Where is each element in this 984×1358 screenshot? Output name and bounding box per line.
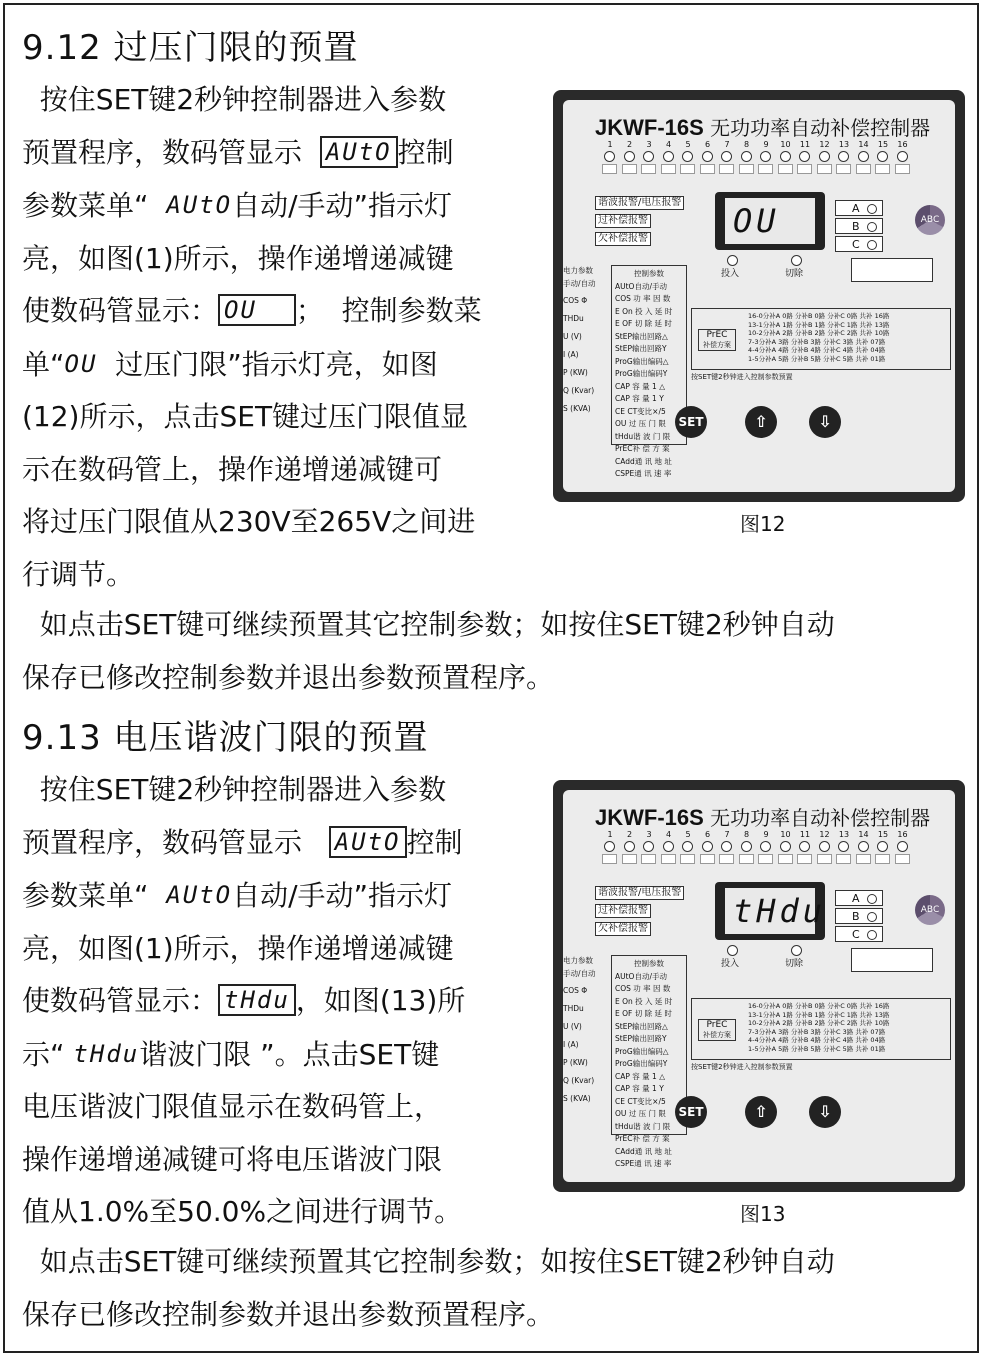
menu-item: COS 功 率 因 数 bbox=[615, 294, 671, 303]
channel-number: 1 bbox=[607, 830, 613, 839]
text-line: ，如图(13)所 bbox=[295, 984, 466, 1017]
channel-number: 3 bbox=[646, 140, 652, 149]
channel-number: 3 bbox=[646, 830, 652, 839]
channel-led bbox=[858, 841, 869, 852]
channel-number: 1 bbox=[607, 140, 613, 149]
alarm-overcompensation: 过补偿报警 bbox=[595, 904, 651, 918]
menu-item: AUtO自动/手动 bbox=[615, 281, 667, 291]
menu-item: CE CT变比×/5 bbox=[615, 1096, 666, 1106]
text-line: 亮，如图(1)所示，操作递增递减键 bbox=[22, 931, 454, 965]
menu-item: StEP输出回路Y bbox=[615, 1034, 667, 1043]
scheme-row: 13-1分补A 1路 分补B 1路 分补C 1路 共补 13路 bbox=[748, 320, 890, 329]
text-line: 操作递增递减键可将电压谐波门限 bbox=[22, 1142, 443, 1176]
menu-title: 控制参数 bbox=[634, 269, 664, 278]
channel-number: 9 bbox=[763, 830, 769, 839]
channel-led bbox=[721, 151, 732, 162]
up-arrow-icon[interactable]: ⇧ bbox=[745, 1096, 777, 1128]
alarm-harmonic-voltage: 谐波报警/电压报警 bbox=[595, 886, 684, 900]
label-strip bbox=[778, 164, 793, 174]
prec-label: PrEC bbox=[706, 330, 728, 340]
prec-box bbox=[698, 329, 736, 351]
text-line: 按住SET键2秒钟控制器进入参数 bbox=[22, 83, 447, 116]
alarm-undercompensation: 欠补偿报警 bbox=[595, 232, 651, 246]
phase-b-indicator bbox=[835, 908, 883, 924]
menu-item: StEP输出回路Y bbox=[615, 344, 667, 353]
menu-item: E On 投 入 延 时 bbox=[615, 306, 673, 316]
channel-led bbox=[799, 841, 810, 852]
channel-led bbox=[604, 151, 615, 162]
channel-number: 2 bbox=[626, 830, 633, 839]
channel-number: 11 bbox=[799, 830, 811, 839]
label-strip bbox=[719, 164, 734, 174]
segment-text: AUtO bbox=[166, 191, 233, 219]
text-line: 控制 bbox=[397, 135, 454, 169]
set-hint: 按SET键2秒钟进入控制参数预置 bbox=[691, 373, 793, 381]
label-strip bbox=[641, 854, 656, 864]
menu-item: E On 投 入 延 时 bbox=[615, 996, 673, 1006]
text-line: 按住SET键2秒钟控制器进入参数 bbox=[22, 773, 447, 806]
channel-number: 10 bbox=[780, 830, 791, 839]
label-strip bbox=[739, 854, 754, 864]
controller-panel-fig12 bbox=[553, 90, 965, 502]
paragraph-9-12 bbox=[22, 74, 482, 601]
phase-label: C bbox=[852, 238, 860, 251]
text-line: 电压谐波门限值显示在数码管上， bbox=[22, 1090, 443, 1123]
menu-item: AUtO自动/手动 bbox=[615, 971, 667, 981]
channel-led bbox=[663, 841, 674, 852]
channel-number: 16 bbox=[897, 140, 908, 149]
channel-number: 9 bbox=[763, 140, 769, 149]
side-label: P (KW) bbox=[563, 368, 588, 377]
side-label: THDu bbox=[563, 314, 584, 323]
channel-number: 10 bbox=[780, 140, 791, 149]
wiring-indicator bbox=[851, 948, 933, 972]
heading-9-12: 9.12 过压门限的预置 bbox=[22, 28, 359, 68]
menu-item: CSPE通 讯 速 率 bbox=[615, 1159, 672, 1168]
text-line: 参数菜单“ bbox=[22, 189, 167, 222]
channel-led bbox=[838, 151, 849, 162]
channel-number: 11 bbox=[799, 140, 811, 149]
alarm-undercompensation: 欠补偿报警 bbox=[595, 922, 651, 936]
text-line: 值从1.0%至50.0%之间进行调节。 bbox=[22, 1195, 463, 1228]
paragraph-9-13-tail bbox=[22, 1236, 835, 1341]
side-label: Q (Kvar) bbox=[563, 1076, 595, 1085]
set-button[interactable]: SET bbox=[675, 1096, 707, 1128]
side-label: I (A) bbox=[563, 350, 579, 359]
menu-item: PrEC补 偿 方 案 bbox=[615, 1134, 670, 1143]
label-strip bbox=[680, 854, 695, 864]
channel-led bbox=[604, 841, 615, 852]
phase-label: B bbox=[852, 220, 860, 233]
segment-text: OU bbox=[64, 349, 98, 378]
phase-a-indicator bbox=[835, 200, 883, 216]
segment-text: tHdu bbox=[73, 1039, 140, 1068]
down-arrow-icon[interactable]: ⇩ bbox=[809, 406, 841, 438]
label-strip bbox=[817, 854, 832, 864]
label-strip bbox=[875, 854, 890, 864]
channel-led bbox=[799, 151, 810, 162]
label-strip bbox=[797, 164, 812, 174]
led-icon bbox=[867, 204, 877, 214]
cut-led bbox=[791, 255, 802, 266]
scheme-row: 1-5分补A 5路 分补B 5路 分补C 5路 共补 01路 bbox=[748, 354, 886, 363]
label-strip bbox=[778, 854, 793, 864]
text-line: 单“ bbox=[22, 347, 65, 381]
text-line: 使数码管显示： bbox=[22, 294, 219, 327]
segment-text: tHdu bbox=[218, 984, 296, 1016]
segment-text: AUtO bbox=[320, 136, 398, 168]
menu-item: ProG输出编码△ bbox=[615, 356, 669, 366]
wiring-indicator bbox=[851, 258, 933, 282]
channel-number: 6 bbox=[704, 140, 711, 149]
cut-label: 切除 bbox=[785, 959, 804, 969]
channel-led bbox=[760, 841, 771, 852]
display-value: OU bbox=[725, 198, 815, 244]
label-strip bbox=[797, 854, 812, 864]
channel-led bbox=[702, 151, 713, 162]
label-strip bbox=[817, 164, 832, 174]
scheme-rows bbox=[748, 1002, 889, 1053]
channel-number: 2 bbox=[626, 140, 633, 149]
label-strip bbox=[758, 164, 773, 174]
label-strip bbox=[602, 854, 617, 864]
paragraph-9-12-tail bbox=[22, 599, 835, 704]
channel-led bbox=[682, 151, 693, 162]
up-arrow-icon[interactable]: ⇧ bbox=[745, 406, 777, 438]
channel-number: 15 bbox=[877, 140, 889, 149]
channel-led bbox=[780, 841, 791, 852]
text-line: 控制 bbox=[406, 825, 463, 859]
side-label: S (KVA) bbox=[563, 1094, 591, 1103]
channel-number: 14 bbox=[858, 140, 869, 149]
scheme-rows bbox=[748, 312, 889, 363]
set-button[interactable]: SET bbox=[675, 406, 707, 438]
scheme-table bbox=[691, 998, 951, 1060]
text-line: 自动/手动”指示灯 bbox=[232, 879, 453, 912]
panel-face bbox=[563, 100, 955, 492]
scheme-table bbox=[691, 308, 951, 370]
phase-label: B bbox=[852, 910, 860, 923]
channel-number: 4 bbox=[665, 830, 672, 839]
label-strip bbox=[758, 854, 773, 864]
phase-label: A bbox=[852, 202, 860, 215]
text-line: 行调节。 bbox=[22, 557, 135, 591]
channel-number: 12 bbox=[819, 140, 830, 149]
alarm-harmonic-voltage: 谐波报警/电压报警 bbox=[595, 196, 684, 210]
phase-a-indicator bbox=[835, 890, 883, 906]
channel-number: 14 bbox=[858, 830, 869, 839]
text-line: 参数菜单“ bbox=[22, 879, 167, 912]
side-label: THDu bbox=[563, 1004, 584, 1013]
panel-title bbox=[595, 112, 930, 141]
in-label: 投入 bbox=[721, 959, 740, 969]
alarm-overcompensation: 过补偿报警 bbox=[595, 214, 651, 228]
text-line: 如点击SET键可继续预置其它控制参数；如按住SET键2秒钟自动 bbox=[22, 1245, 835, 1278]
label-strip bbox=[719, 854, 734, 864]
scheme-row: 16-0分补A 0路 分补B 0路 分补C 0路 共补 16路 bbox=[748, 312, 890, 320]
scheme-row: 7-3分补A 3路 分补B 3路 分补C 3路 共补 07路 bbox=[748, 337, 886, 346]
menu-item: PrEC补 偿 方 案 bbox=[615, 444, 670, 453]
channel-led bbox=[760, 151, 771, 162]
menu-item: ProG输出编码△ bbox=[615, 1046, 669, 1056]
channel-led bbox=[741, 841, 752, 852]
channel-number: 13 bbox=[838, 140, 850, 149]
channel-led bbox=[877, 151, 888, 162]
text-line: 自动/手动”指示灯 bbox=[232, 189, 453, 222]
phase-disc-icon: ABC bbox=[915, 205, 945, 235]
channel-led bbox=[721, 841, 732, 852]
text-line: 保存已修改控制参数并退出参数预置程序。 bbox=[22, 660, 555, 694]
side-label: U (V) bbox=[563, 1022, 582, 1031]
segment-text: OU bbox=[218, 294, 296, 326]
side-label: COS Φ bbox=[563, 296, 588, 305]
side-label: COS Φ bbox=[563, 986, 588, 995]
side-label: I (A) bbox=[563, 1040, 579, 1049]
channel-number: 5 bbox=[685, 140, 691, 149]
prec-label: PrEC bbox=[706, 1020, 728, 1030]
menu-item: CSPE通 讯 速 率 bbox=[615, 469, 672, 478]
in-label: 投入 bbox=[721, 269, 740, 279]
label-strip bbox=[856, 164, 871, 174]
side-label: P (KW) bbox=[563, 1058, 588, 1067]
label-strip bbox=[895, 164, 910, 174]
led-icon bbox=[867, 930, 877, 940]
model-name: JKWF-16S bbox=[595, 805, 704, 830]
text-line: 预置程序，数码管显示 bbox=[22, 135, 320, 169]
label-strip bbox=[895, 854, 910, 864]
heading-9-13: 9.13 电压谐波门限的预置 bbox=[22, 718, 429, 758]
text-line: 示在数码管上，操作递增递减键可 bbox=[22, 452, 443, 486]
side-label: 手动/自动 bbox=[563, 969, 596, 978]
scheme-row: 13-1分补A 1路 分补B 1路 分补C 1路 共补 13路 bbox=[748, 1010, 890, 1019]
menu-item: CAdd通 讯 地 址 bbox=[615, 1146, 672, 1156]
phase-disc-icon: ABC bbox=[915, 895, 945, 925]
text-line: 保存已修改控制参数并退出参数预置程序。 bbox=[22, 1297, 555, 1331]
panel-title-text: 无功功率自动补偿控制器 bbox=[710, 806, 931, 830]
channel-number: 5 bbox=[685, 830, 691, 839]
cut-label: 切除 bbox=[785, 269, 804, 279]
channel-led bbox=[897, 841, 908, 852]
channel-led bbox=[624, 151, 635, 162]
label-strip bbox=[856, 854, 871, 864]
menu-item: E OF 切 除 延 时 bbox=[615, 1009, 672, 1018]
phase-c-indicator bbox=[835, 926, 883, 942]
channel-led bbox=[663, 151, 674, 162]
model-name: JKWF-16S bbox=[595, 115, 704, 140]
led-icon bbox=[867, 240, 877, 250]
segment-text: AUtO bbox=[329, 826, 407, 858]
label-strip bbox=[622, 164, 637, 174]
led-icon bbox=[867, 894, 877, 904]
text-line: 使数码管显示： bbox=[22, 984, 219, 1017]
text-line: 亮，如图(1)所示，操作递增递减键 bbox=[22, 241, 454, 275]
menu-item: E OF 切 除 延 时 bbox=[615, 319, 672, 328]
side-label: U (V) bbox=[563, 332, 582, 341]
label-strip bbox=[602, 164, 617, 174]
scheme-row: 10-2分补A 2路 分补B 2路 分补C 2路 共补 10路 bbox=[748, 1019, 890, 1027]
menu-item: CAP 容 量 1 Y bbox=[615, 1084, 664, 1093]
text-line: 过压门限”指示灯亮，如图 bbox=[97, 347, 438, 381]
scheme-row: 4-4分补A 4路 分补B 4路 分补C 4路 共补 04路 bbox=[748, 1036, 886, 1044]
menu-item: OU 过 压 门 限 bbox=[615, 419, 666, 428]
side-label: S (KVA) bbox=[563, 404, 591, 413]
text-line: 将过压门限值从230V至265V之间进 bbox=[22, 505, 476, 538]
text-line: 谐波门限 ”。点击SET键 bbox=[139, 1037, 440, 1071]
prec-sublabel: 补偿方案 bbox=[703, 341, 731, 349]
display-value: tHdu bbox=[725, 888, 815, 934]
channel-led bbox=[643, 151, 654, 162]
label-strip bbox=[700, 164, 715, 174]
segment-text: AUtO bbox=[166, 881, 233, 909]
text-line: ； 控制参数菜 bbox=[295, 294, 482, 327]
in-led bbox=[727, 945, 738, 956]
down-arrow-icon[interactable]: ⇩ bbox=[809, 1096, 841, 1128]
prec-sublabel: 补偿方案 bbox=[703, 1031, 731, 1039]
label-strip bbox=[836, 164, 851, 174]
channel-number: 7 bbox=[724, 140, 730, 149]
side-label: 电力参数 bbox=[563, 266, 593, 275]
menu-item: tHdu谐 波 门 限 bbox=[615, 431, 671, 441]
label-strip bbox=[680, 164, 695, 174]
side-label: Q (Kvar) bbox=[563, 386, 595, 395]
panel-title bbox=[595, 802, 930, 831]
channel-number: 8 bbox=[743, 140, 750, 149]
channel-number: 15 bbox=[877, 830, 889, 839]
paragraph-9-13 bbox=[22, 764, 465, 1239]
menu-item: CE CT变比×/5 bbox=[615, 406, 666, 416]
text-line: 预置程序，数码管显示 bbox=[22, 825, 329, 859]
channel-led bbox=[877, 841, 888, 852]
side-label: 手动/自动 bbox=[563, 279, 596, 288]
segment-display bbox=[715, 192, 825, 250]
channel-led bbox=[819, 841, 830, 852]
channel-led bbox=[838, 841, 849, 852]
panel-title-text: 无功功率自动补偿控制器 bbox=[710, 116, 931, 140]
menu-item: COS 功 率 因 数 bbox=[615, 984, 671, 993]
panel-face bbox=[563, 790, 955, 1182]
label-strip bbox=[875, 164, 890, 174]
channel-number: 8 bbox=[743, 830, 750, 839]
channel-number: 6 bbox=[704, 830, 711, 839]
channel-led bbox=[897, 151, 908, 162]
controller-panel-fig13 bbox=[553, 780, 965, 1192]
set-hint: 按SET键2秒钟进入控制参数预置 bbox=[691, 1063, 793, 1071]
channel-led bbox=[858, 151, 869, 162]
scheme-row: 4-4分补A 4路 分补B 4路 分补C 4路 共补 04路 bbox=[748, 346, 886, 354]
led-icon bbox=[867, 912, 877, 922]
channel-number: 7 bbox=[724, 830, 730, 839]
channel-led bbox=[702, 841, 713, 852]
figure-caption-12: 图12 bbox=[740, 512, 786, 536]
label-strip bbox=[641, 164, 656, 174]
channel-led bbox=[819, 151, 830, 162]
channel-number: 4 bbox=[665, 140, 672, 149]
phase-b-indicator bbox=[835, 218, 883, 234]
menu-item: CAP 容 量 1 △ bbox=[615, 1071, 665, 1081]
label-strip bbox=[700, 854, 715, 864]
menu-item: StEP输出回路△ bbox=[615, 331, 668, 341]
label-strip bbox=[836, 854, 851, 864]
scheme-row: 10-2分补A 2路 分补B 2路 分补C 2路 共补 10路 bbox=[748, 329, 890, 337]
menu-item: CAP 容 量 1 △ bbox=[615, 381, 665, 391]
menu-item: ProG输出编码Y bbox=[615, 369, 668, 378]
channel-led bbox=[780, 151, 791, 162]
text-line: 示“ bbox=[22, 1037, 74, 1071]
channel-number: 12 bbox=[819, 830, 830, 839]
cut-led bbox=[791, 945, 802, 956]
phase-c-indicator bbox=[835, 236, 883, 252]
channel-led bbox=[624, 841, 635, 852]
menu-item: OU 过 压 门 限 bbox=[615, 1109, 666, 1118]
menu-item: CAP 容 量 1 Y bbox=[615, 394, 664, 403]
menu-item: tHdu谐 波 门 限 bbox=[615, 1121, 671, 1131]
in-led bbox=[727, 255, 738, 266]
menu-item: ProG输出编码Y bbox=[615, 1059, 668, 1068]
led-icon bbox=[867, 222, 877, 232]
menu-title: 控制参数 bbox=[634, 959, 664, 968]
menu-item: CAdd通 讯 地 址 bbox=[615, 456, 672, 466]
text-line: 如点击SET键可继续预置其它控制参数；如按住SET键2秒钟自动 bbox=[22, 608, 835, 641]
label-strip bbox=[739, 164, 754, 174]
channel-number: 16 bbox=[897, 830, 908, 839]
label-strip bbox=[661, 164, 676, 174]
scheme-row: 7-3分补A 3路 分补B 3路 分补C 3路 共补 07路 bbox=[748, 1027, 886, 1036]
scheme-row: 1-5分补A 5路 分补B 5路 分补C 5路 共补 01路 bbox=[748, 1044, 886, 1053]
channel-led bbox=[643, 841, 654, 852]
side-label: 电力参数 bbox=[563, 956, 593, 965]
menu-item: StEP输出回路△ bbox=[615, 1021, 668, 1031]
label-strip bbox=[622, 854, 637, 864]
figure-caption-13: 图13 bbox=[740, 1202, 786, 1226]
channel-led bbox=[741, 151, 752, 162]
label-strip bbox=[661, 854, 676, 864]
text-line: (12)所示，点击SET键过压门限值显 bbox=[22, 400, 469, 433]
scheme-row: 16-0分补A 0路 分补B 0路 分补C 0路 共补 16路 bbox=[748, 1002, 890, 1010]
segment-display bbox=[715, 882, 825, 940]
phase-label: C bbox=[852, 928, 860, 941]
phase-label: A bbox=[852, 892, 860, 905]
channel-number: 13 bbox=[838, 830, 850, 839]
channel-led bbox=[682, 841, 693, 852]
prec-box bbox=[698, 1019, 736, 1041]
